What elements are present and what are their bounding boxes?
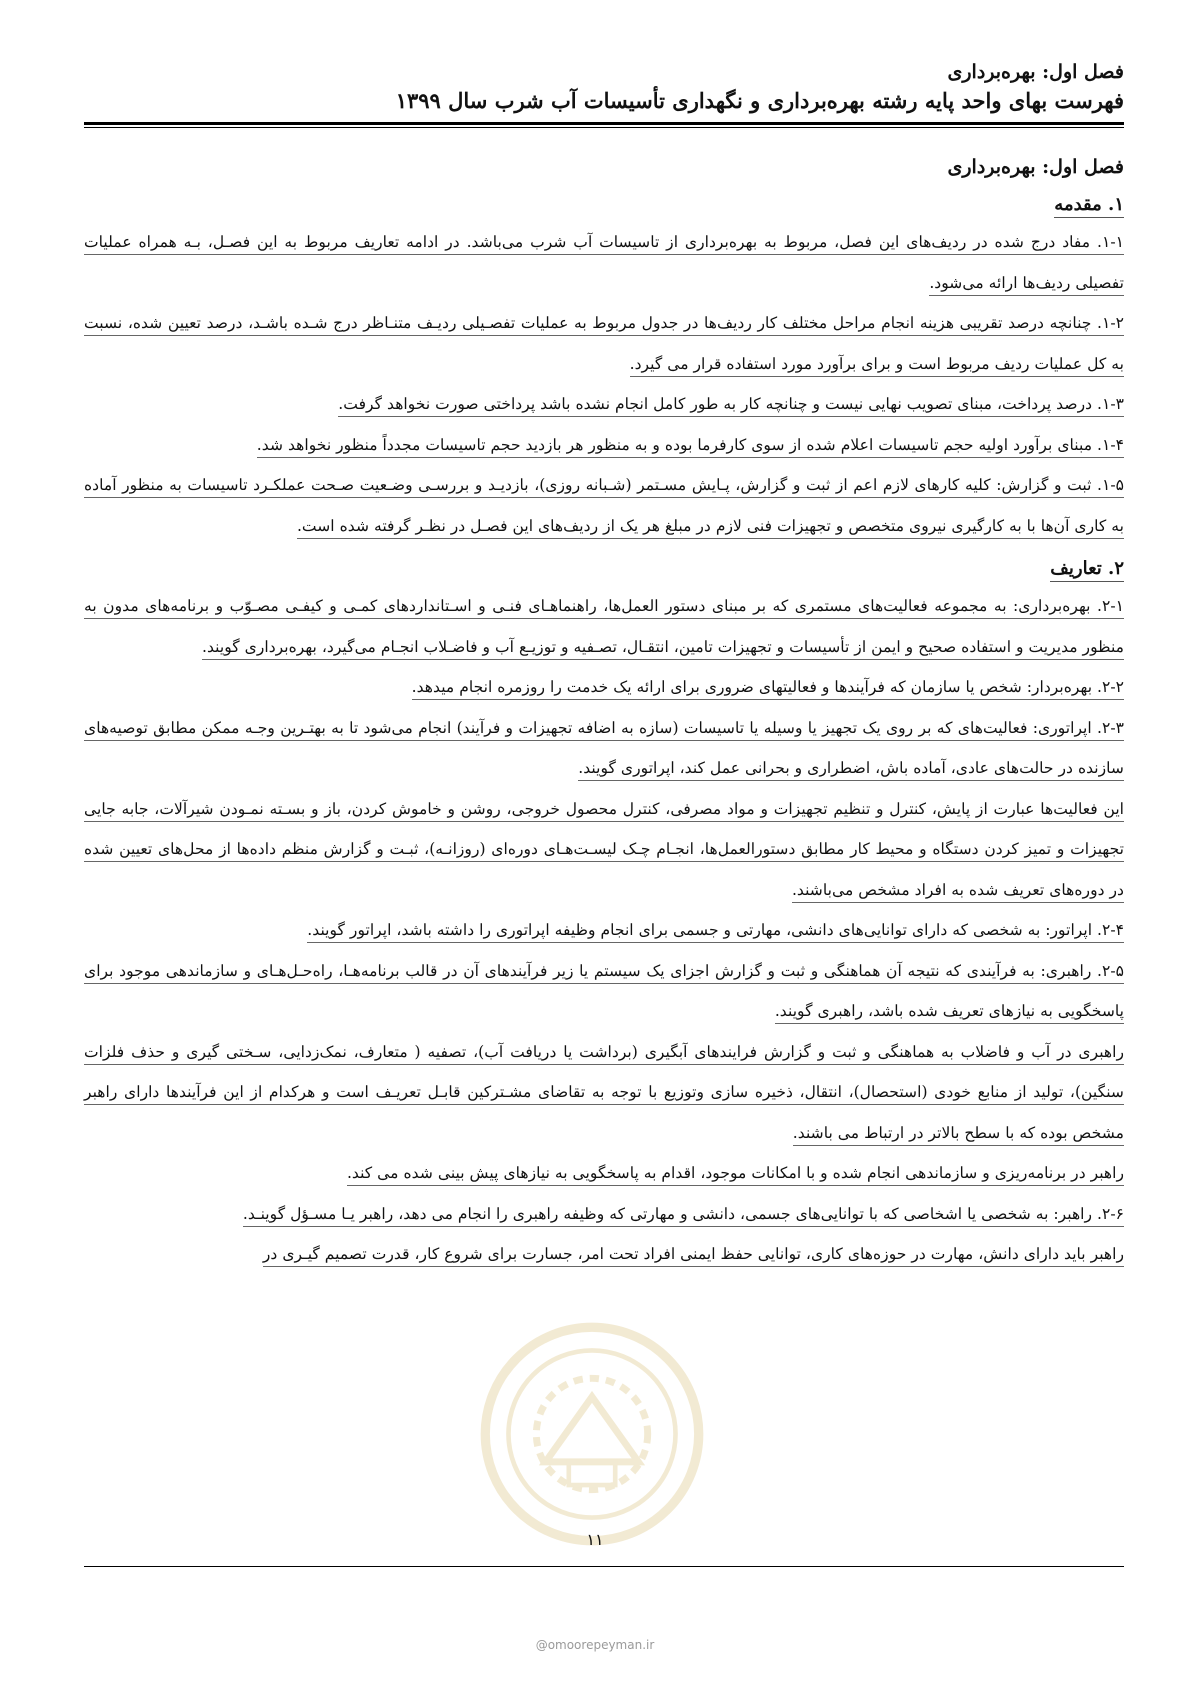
paragraph (84, 425, 1124, 466)
paragraph (84, 667, 1124, 708)
paragraph-text: ۱-۳. درصد پرداخت، مبنای تصویب نهایی نیست و چنانچه کار به طور کامل انجام نشده باشد پرداختی صورت نخواهد گرفت. (338, 395, 1124, 417)
publisher-seal-watermark (476, 1318, 708, 1550)
paragraph (84, 708, 1124, 789)
website-watermark-text: @omoorepeyman.ir (535, 1638, 655, 1652)
header-rule-thin (84, 127, 1124, 128)
paragraph-text: ۱-۵. ثبت و گزارش: کلیه کارهای لازم اعم از ثبت و گزارش، پـایش مسـتمر (شـبانه روزی)، بازدیـد و بررسـی وضـعیت صـحت عملکـرد تاسیسات به منظور آماده به کاری آن‌ها با به کارگیری نیروی متخصص و تجهیزات فنی لازم در مبلغ هر یک از ردیف‌های این فصـل در نظـر گرفته شده است. (84, 476, 1124, 539)
paragraph-text: ۱-۱. مفاد درج شده در ردیف‌های این فصل، مربوط به بهره‌برداری از تاسیسات آب شرب می‌باشد. در ادامه تعاریف مربوط به این فصـل، بـه همراه عملیات تفصیلی ردیف‌ها ارائه می‌شود. (84, 233, 1124, 296)
paragraph (84, 384, 1124, 425)
header-rule-thick (84, 122, 1124, 125)
running-header-chapter: فصل اول: بهره‌برداری (947, 61, 1124, 83)
paragraph-text: ۱-۲. چنانچه درصد تقریبی هزینه انجام مراحل مختلف کار ردیف‌ها در جدول مربوط به عملیات تفصـیلی ردیـف متنـاظر درج شـده باشـد، درصد تعیین شده، نسبت به کل عملیات ردیف مربوط است و برای برآورد مورد استفاده قرار می گیرد. (84, 314, 1124, 377)
running-header-title: فهرست بهای واحد پایه رشته بهره‌برداری و نگهداری تأسیسات آب شرب سال ۱۳۹۹ (395, 88, 1124, 113)
footer-rule (84, 1566, 1124, 1567)
paragraph-text: راهبر باید دارای دانش، مهارت در حوزه‌های کاری، توانایی حفظ ایمنی افراد تحت امر، جسارت برای شروع کار، قدرت تصمیم گیـری در (263, 1245, 1124, 1267)
paragraph-text: ۲-۶. راهبر: به شخصی یا اشخاصی که با توانایی‌های جسمی، دانشی و مهارتی که وظیفه راهبری را انجام می دهد، راهبر یـا مسـؤل گوینـد. (243, 1205, 1124, 1227)
paragraph-text: ۲-۴. اپراتور: به شخصی که دارای توانایی‌های دانشی، مهارتی و جسمی برای انجام وظیفه اپراتوری را داشته باشد، اپراتور گویند. (307, 921, 1124, 943)
section-title-text: ۲. تعاریف (1050, 558, 1124, 582)
document-page (84, 58, 1124, 1275)
paragraph (84, 910, 1124, 951)
paragraph-text: ۲-۱. بهره‌برداری: به مجموعه فعالیت‌های مستمری که بر مبنای دستور العمل‌ها، راهنماهـای فنـی و اسـتانداردهای کمـی و کیفـی مصـوّب و برنامه‌های مدون به منظور مدیریت و استفاده صحیح و ایمن از تأسیسات و تجهیزات تامین، انتقـال، تصـفیه و توزیـع آب و فاضـلاب انجـام می‌گیرد، بهره‌برداری گویند. (84, 597, 1124, 660)
paragraph (84, 586, 1124, 667)
section-title-text: ۱. مقدمه (1054, 194, 1124, 218)
paragraph (84, 1153, 1124, 1194)
paragraph (84, 465, 1124, 546)
paragraph (84, 303, 1124, 384)
page-number: ۱۱ (586, 1530, 604, 1549)
paragraph-text: ۱-۴. مبنای برآورد اولیه حجم تاسیسات اعلام شده از سوی کارفرما بوده و به منظور هر بازدید حجم تاسیسات مجدداً منظور نخواهد شد. (257, 436, 1124, 458)
paragraph (84, 222, 1124, 303)
paragraph-text: ۲-۳. اپراتوری: فعالیت‌های که بر روی یک تجهیز یا وسیله یا تاسیسات (سازه به اضافه تجهیزات و فرآیند) انجام می‌شود تا به بهتـرین وجـه ممکن مطابق توصیه‌های سازنده در حالت‌های عادی، آماده باش، اضطراری و بحرانی عمل کند، اپراتوری گویند. (84, 719, 1124, 782)
paragraph-text: ۲-۲. بهره‌بردار: شخص یا سازمان که فرآیندها و فعالیتهای ضروری برای ارائه یک خدمت را روزمره انجام میدهد. (412, 678, 1124, 700)
chapter-title: فصل اول: بهره‌برداری (947, 156, 1124, 178)
paragraph (84, 1234, 1124, 1275)
section-title-intro (84, 188, 1124, 222)
paragraph (84, 789, 1124, 911)
paragraph (84, 1194, 1124, 1235)
paragraph-text: این فعالیت‌ها عبارت از پایش، کنترل و تنظیم تجهیزات و مواد مصرفی، کنترل محصول خروجی، روشن و خاموش کردن، باز و بسـته نمـودن شیرآلات، جابه جایی تجهیزات و تمیز کردن دستگاه و محیط کار مطابق دستورالعمل‌ها، انجـام چـک لیسـت‌هـای دوره‌ای (روزانـه)، ثبـت و گزارش منظم داده‌ها از محل‌های تعیین شده در دوره‌های تعریف شده به افراد مشخص می‌باشند. (84, 800, 1124, 903)
section-title-definitions (84, 552, 1124, 586)
paragraph-text: راهبری در آب و فاضلاب به هماهنگی و ثبت و گزارش فرایندهای آبگیری (برداشت یا دریافت آب)، تصفیه ( متعارف، نمک‌زدایی، سـختی گیری و حذف فلزات سنگین)، تولید از منابع خودی (استحصال)، انتقال، ذخیره سازی وتوزیع با توجه به تقاضای مشـترکین قابـل تعریـف است و هرکدام از این فرآیندها دارای راهبر مشخص بوده که با سطح بالاتر در ارتباط می باشند. (84, 1043, 1124, 1146)
paragraph (84, 1032, 1124, 1154)
paragraph-text: راهبر در برنامه‌ریزی و سازماندهی انجام شده و با امکانات موجود، اقدام به پاسخگویی به نیازهای پیش بینی شده می کند. (347, 1164, 1124, 1186)
paragraph (84, 951, 1124, 1032)
paragraph-text: ۲-۵. راهبری: به فرآیندی که نتیجه آن هماهنگی و ثبت و گزارش اجزای یک سیستم یا زیر فرآیندهای آن در قالب برنامه‌هـا، راه‌حـل‌هـای و سازماندهی موجود برای پاسخگویی به نیازهای تعریف شده باشد، راهبری گویند. (84, 962, 1124, 1025)
